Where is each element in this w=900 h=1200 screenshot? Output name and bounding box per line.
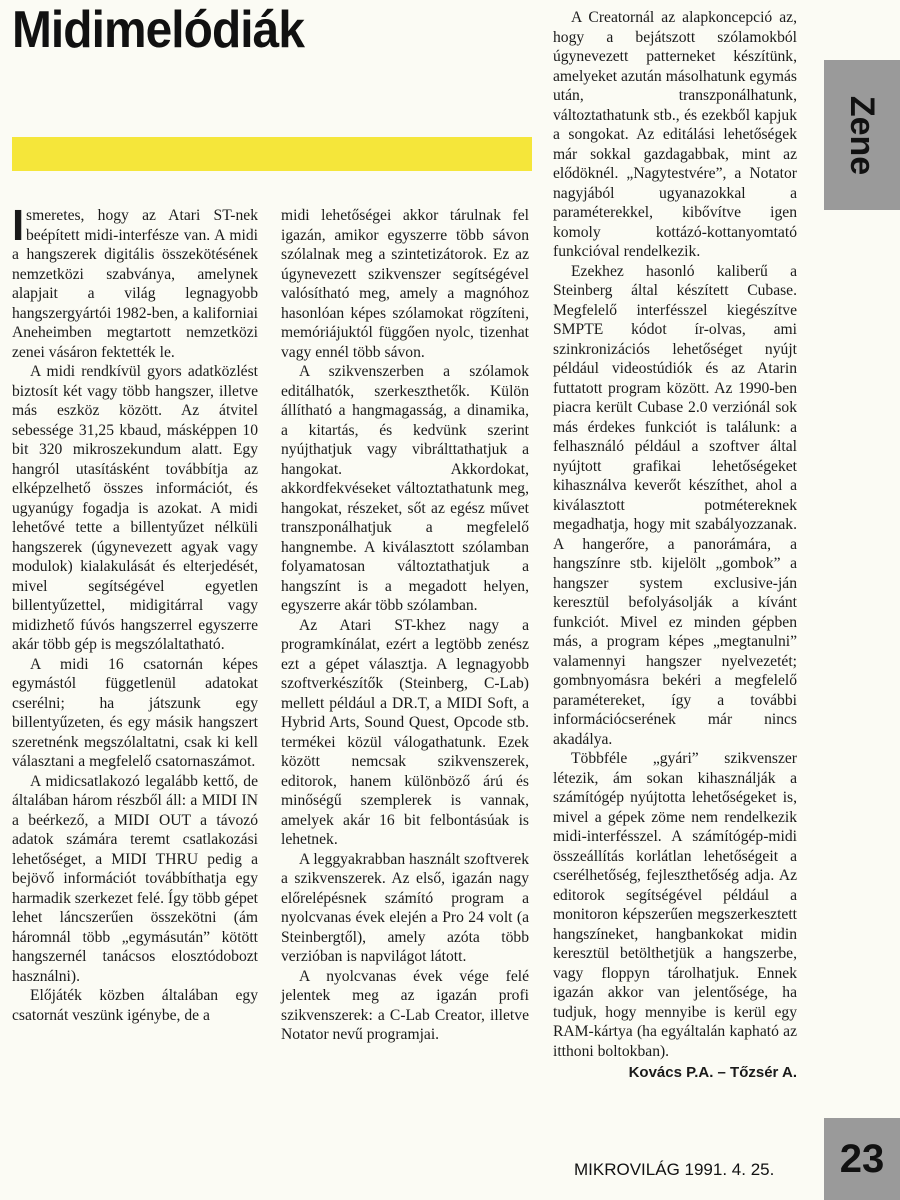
paragraph <box>12 201 258 362</box>
paragraph: Többféle „gyári” szikvenszer létezik, ám sokan kihasználják a számítógép nyújtotta lehetőségeket is, mivel a gépek zöme nem rendelkezik midi-interfésszel. A számítógép-midi összeállítás korlátlan lehetőségeit a cserélhetőség, fejleszthetőség adja. Az editorok segítségével például a monitoron képszerűen megszerkesztett hangszíneket, hangbankokat midin keresztül betölthetjük a hangszerbe, vagy floppyn tárolhatjuk. Ennek igazán akkor van jelentősége, ha tudjuk, hogy mennyibe is kerül egy RAM-kártya (ha egyáltalán kapható az itthoni boltokban). <box>553 750 797 1060</box>
section-tab <box>824 60 900 210</box>
decorative-yellow-bar <box>12 137 532 171</box>
paragraph: Előjáték közben általában egy csatornát veszünk igénybe, de a <box>12 987 258 1024</box>
paragraph: midi lehetőségei akkor tárulnak fel igazán, amikor egyszerre több sávon szólalnak meg a szintetizátorok. Ez az úgynevezett szikvenszer segítségével valósítható meg, amely a magnóhoz hasonlóan képes szólamokat rögzíteni, memóriájuktól függően nyolc, tizenhat vagy ennél több sávon. <box>281 207 529 361</box>
paragraph: A midi rendkívül gyors adatközlést biztosít két vagy több hangszer, illetve más eszköz között. Az átvitel sebessége 31,25 kbaud, másképpen 10 bit 320 mikroszekundum alatt. Egy hangról utasításként továbbítja az elképzelhető összes információt, és ugyanúgy fogadja is azokat. A midi lehetővé tette a billentyűzet nélküli hangszerek (úgynevezett agyak vagy modulok) kialakulását és elterjedését, mivel segítségével egyetlen billentyűzettel, midigitárral vagy midizhető fúvós hangszerrel egyszerre akár több gép is megszólaltatható. <box>12 363 258 653</box>
article-title: Midimelódiák <box>12 1 305 59</box>
paragraph: Ezekhez hasonló kaliberű a Steinberg által készített Cubase. Megfelelő interfésszel kiegészítve SMPTE kódot ír-olvas, ami szinkronizációs lehetőséget nyújt például videostúdiók és az Atarin futtatott program között. Az 1990-ben piacra került Cubase 2.0 verziónál sok más érdekes funkciót is találunk: a felhasználó például a szoftver által nyújtott grafikai lehetőségeket kihasználva keverőt készíthet, ahol a kiválasztott potmétereknek megadhatja, hogy mit szabályozzanak. A hangerőre, a panorámára, a hangszínre stb. kijelölt „gombok” a hangszer system exclusive-ján keresztül befolyásolják a kívánt funkciót. Mivel ez minden gépben más, a program képes „megtanulni” valamennyi hangszer nyelvezetét; gombnyomásra bekéri a megfelelő paramétereket, így a további információcserének már nincs akadálya. <box>553 262 797 748</box>
paragraph: A midicsatlakozó legalább kettő, de általában három részből áll: a MIDI IN a beérkező, a MIDI OUT a távozó adatok számára teremt csatlakozási lehetőséget, a MIDI THRU pedig a bejövő információt továbbíthatja egy harmadik szerkezet felé. Így több gépet lehet láncszerűen összekötni (ám háromnál több „egymásután” kötött hangszernél tanácsos elosztódobozt használni). <box>12 772 258 985</box>
paragraph: A midi 16 csatornán képes egymástól függetlenül adatokat cserélni; ha játszunk egy billentyűzeten, és egy másik hangszert szeretnénk megszólaltatni, csak ki kell választani a megfelelő csatornaszámot. <box>12 655 258 770</box>
magazine-footer: MIKROVILÁG 1991. 4. 25. <box>574 1160 775 1179</box>
dropcap: I <box>12 201 25 250</box>
paragraph-text: smeretes, hogy az Atari ST-nek beépített midi-interfésze van. A midi a hangszerek digitális összekötésének nemzetközi szabványa, amelynek alapjait a világ legnagyobb hangszergyártói 1982-ben, a kaliforniai Aneheimben megtartott nemzetközi zenei vásáron fektették le. <box>12 207 258 361</box>
text-column-1 <box>12 201 258 1025</box>
paragraph: Az Atari ST-khez nagy a programkínálat, ezért a legtöbb zenész ezt a gépet választja. A legnagyobb szoftverkészítők (Steinberg, C-Lab) mellett például a DR.T, a MIDI Soft, a Hybrid Arts, Sound Quest, Opcode stb. termékei közül válogathatunk. Ezek között nemcsak szikvenszerek, editorok, hanem különböző árú és minőségű szemplerek is vannak, amelyek akár 16 bit felbontásúak is lehetnek. <box>281 616 529 848</box>
section-label: Zene <box>843 95 882 175</box>
page-number-box <box>824 1118 900 1200</box>
paragraph: A nyolcvanas évek vége felé jelentek meg az igazán profi szikvenszerek: a C-Lab Creator, illetve Notator nevű programjai. <box>281 967 529 1043</box>
text-column-3 <box>553 8 797 1083</box>
paragraph: A szikvenszerben a szólamok editálhatók, szerkeszthetők. Külön állítható a hangmagasság, a dinamika, a kitartás, és kedvünk szerint nyújthatjuk vagy vibrálttathatjuk a hangokat. Akkordokat, akkordfekvéseket változtathatunk meg, hangokat, részeket, sőt az egész művet transzponálhatjuk a megfelelő hangnembe. A kiválasztott szólamban folyamatosan változtathatjuk a hangszínt is a megadott helyen, egyszerre akár több szólamban. <box>281 363 529 614</box>
page-number: 23 <box>839 1136 885 1181</box>
article-authors: Kovács P.A. – Tőzsér A. <box>628 1064 797 1081</box>
paragraph: A Creatornál az alapkoncepció az, hogy a bejátszott szólamokból úgynevezett patterneket készítünk, amelyeket azután másolhatunk egymás után, transzponálhatunk, változtathatunk stb., és ezekből kapjuk a songokat. Az editálási lehetőségek már sokkal gazdagabbak, mint az elődöknél. „Nagytestvére”, a Notator nagyjából ugyanazokkal a paraméterekkel, kibővítve igen komoly kottázó-kottanyomtató funkcióval rendelkezik. <box>553 9 797 260</box>
paragraph: A leggyakrabban használt szoftverek a szikvenszerek. Az első, igazán nagy előrelépésnek számító program a nyolcvanas évek elején a Pro 24 volt (a Steinbergtől), amely azóta több verzióban is napvilágot látott. <box>281 850 529 965</box>
text-column-2 <box>281 206 529 1045</box>
